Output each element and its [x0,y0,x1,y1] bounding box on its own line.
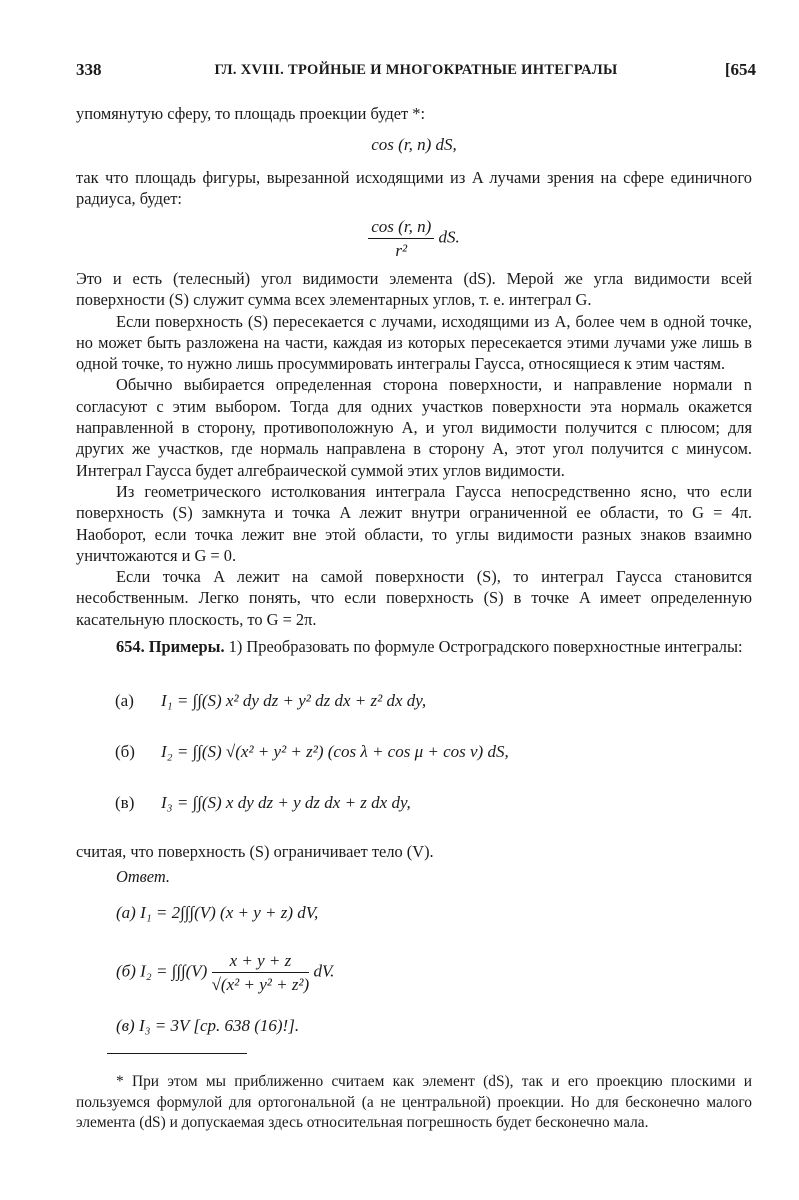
answer-c: (в) I₃ = 3V [ср. 638 (16)!]. [116,1016,300,1035]
fraction-denominator: r² [395,241,408,261]
examples-heading: 654. Примеры. [116,637,225,656]
condition-line [76,841,752,862]
answer-b-fraction [212,950,310,996]
section-mark: [654 [724,60,756,79]
condition-text: считая, что поверхность (S) ограничивает тело (V). [76,842,434,861]
equation-a-label: (а) [115,691,134,710]
page-number: 338 [76,60,102,79]
equation-c [115,792,755,813]
fraction-numerator: cos (r, n) [368,216,434,239]
equation-b-body: I₂ = ∫∫(S) √(x² + y² + z²) (cos λ + cos μ + cos ν) dS, [161,742,509,761]
paragraph-angle: Это и есть (телесный) угол видимости элемента (dS). Мерой же угла видимости всей поверхности (S) служит сумма всех элементарных углов, т. е. интеграл G. [76,269,752,310]
paragraph-sphere: так что площадь фигуры, вырезанной исходящими из A лучами зрения на сфере единичного радиуса, будет: [76,168,752,209]
equation-a [115,690,755,711]
answer-b-tail: dV. [313,961,335,981]
paragraph-improper: Если точка A лежит на самой поверхности (S), то интеграл Гаусса становится несобственным. Легко понять, что если поверхность (S) в точке A имеет определенную касательную плоскость, то G = 2π. [76,567,752,629]
paragraph-closed-surface: Из геометрического истолкования интеграла Гаусса непосредственно ясно, что если поверхность (S) замкнута и точка A лежит внутри ограниченной ее области, то G = 4π. Наоборот, если точка лежит вне этой области, то углы видимости разных знаков взаимно уничтожаются и G = 0. [76,481,752,565]
examples-section [76,636,752,657]
equation-a-body: I₁ = ∫∫(S) x² dy dz + y² dz dx + z² dx dy, [161,691,427,710]
body-paragraphs [76,268,752,630]
footnote-rule [107,1053,247,1054]
equation-solid-angle [76,216,752,262]
running-header [76,60,756,84]
equation-c-body: I₃ = ∫∫(S) x dy dz + y dz dx + z dx dy, [161,793,411,812]
examples-task: 1) Преобразовать по формуле Остроградского поверхностные интегралы: [228,637,743,656]
equation-tail: dS. [438,227,460,247]
paragraph-normal: Обычно выбирается определенная сторона поверхности, и направление нормали n согласуют с этим выбором. Тогда для одних участков поверхности эта нормаль окажется направленной в сторону, противоположную A, и угол видимости получится с плюсом; для других же участков, где нормаль направлена в сторону A, этот угол получится с минусом. Интеграл Гаусса будет алгебраической суммой этих углов видимости. [76,375,752,480]
answer-b-numerator: x + y + z [212,950,310,973]
text-line-2 [76,167,752,210]
examples-intro [76,636,752,657]
footnote-text: * При этом мы приближенно считаем как элемент (dS), так и его проекцию плоскими и пользуемся формулой для ортогональной (а не центральной) проекции. Но для бесконечно малого элемента (dS) и допускаемая здесь относительная погрешность будет бесконечно мала. [76,1073,752,1131]
answer-b-lead: (б) I₂ = ∫∫∫(V) [116,961,208,981]
paragraph-parts: Если поверхность (S) пересекается с лучами, исходящими из A, более чем в одной точке, но может быть разложена на части, каждая из которых пересекается этими лучами уже лишь в одной точке, то нужно лишь просуммировать интегралы Гаусса, относящиеся к этим частям. [76,311,752,374]
equation-c-label: (в) [115,793,135,812]
fraction [368,216,434,262]
equation-b [115,741,755,762]
answer-a: (а) I₁ = 2∫∫∫(V) (x + y + z) dV, [116,903,319,922]
equation-b-label: (б) [115,742,135,761]
answer-b [116,950,756,996]
running-title: ГЛ. XVIII. ТРОЙНЫЕ И МНОГОКРАТНЫЕ ИНТЕГРАЛЫ [214,62,618,78]
equation-cos-ds: cos (r, n) dS, [371,135,457,154]
paragraph-intro: упомянутую сферу, то площадь проекции будет *: [76,104,426,123]
answer-b-denominator: √(x² + y² + z²) [211,975,310,995]
answer-label: Ответ. [116,867,170,886]
footnote [76,1072,752,1134]
text-line-1 [76,103,752,124]
